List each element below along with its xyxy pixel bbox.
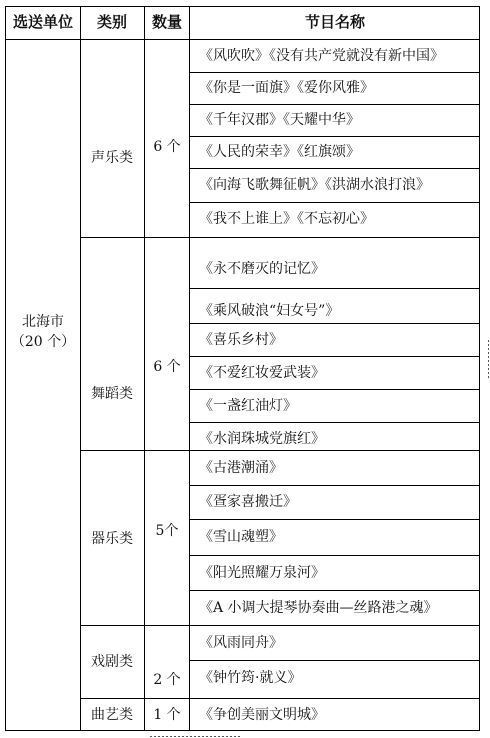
header-program-name: 节目名称 <box>304 13 366 31</box>
program-cell: 《古港潮涌》 <box>199 460 283 476</box>
unit-count: （20 个） <box>10 334 76 350</box>
program-cell: 《风吹吹》《没有共产党就没有新中国》 <box>199 48 444 64</box>
program-cell: 《雪山魂塑》 <box>199 529 283 545</box>
program-cell: 《人民的荣幸》《红旗颂》 <box>199 144 360 160</box>
unit-name: 北海市 <box>22 314 64 330</box>
program-cell: 《不爱红妆爱武装》 <box>199 365 325 381</box>
program-cell: 《一盏红油灯》 <box>199 398 297 414</box>
header-quantity: 数量 <box>151 13 183 31</box>
program-cell: 《我不上谁上》《不忘初心》 <box>199 211 374 227</box>
quantity-cell: 5个 <box>155 523 179 539</box>
header-category: 类别 <box>96 13 128 31</box>
program-cell: 《你是一面旗》《爱你风雅》 <box>199 80 374 96</box>
program-cell: 《水润珠城党旗红》 <box>199 431 325 447</box>
category-cell: 舞蹈类 <box>91 386 133 402</box>
program-cell: 《A 小调大提琴协奏曲—丝路港之魂》 <box>199 600 438 616</box>
category-cell: 器乐类 <box>91 531 133 547</box>
program-cell: 《阳光照耀万泉河》 <box>199 565 325 581</box>
quantity-cell: 6 个 <box>153 139 181 155</box>
program-cell: 《争创美丽文明城》 <box>199 707 325 723</box>
program-cell: 《千年汉郡》《天耀中华》 <box>199 112 360 128</box>
program-cell: 《疍家喜搬迁》 <box>199 494 297 510</box>
program-cell: 《风雨同舟》 <box>199 635 283 651</box>
program-cell: 《向海飞歌舞征帆》《洪湖水浪打浪》 <box>199 177 430 193</box>
program-cell: 《乘风破浪“妇女号”》 <box>199 303 340 319</box>
category-cell: 戏剧类 <box>91 654 133 670</box>
category-cell: 声乐类 <box>91 150 133 166</box>
header-unit: 选送单位 <box>12 13 74 31</box>
program-cell: 《钟竹筠·就义》 <box>199 670 302 686</box>
category-cell: 曲艺类 <box>91 707 133 723</box>
program-cell: 《喜乐乡村》 <box>199 332 283 348</box>
program-cell: 《永不磨灭的记忆》 <box>199 261 325 277</box>
quantity-cell: 6 个 <box>153 359 181 375</box>
quantity-cell: 2 个 <box>153 672 181 688</box>
quantity-cell: 1 个 <box>153 707 181 723</box>
